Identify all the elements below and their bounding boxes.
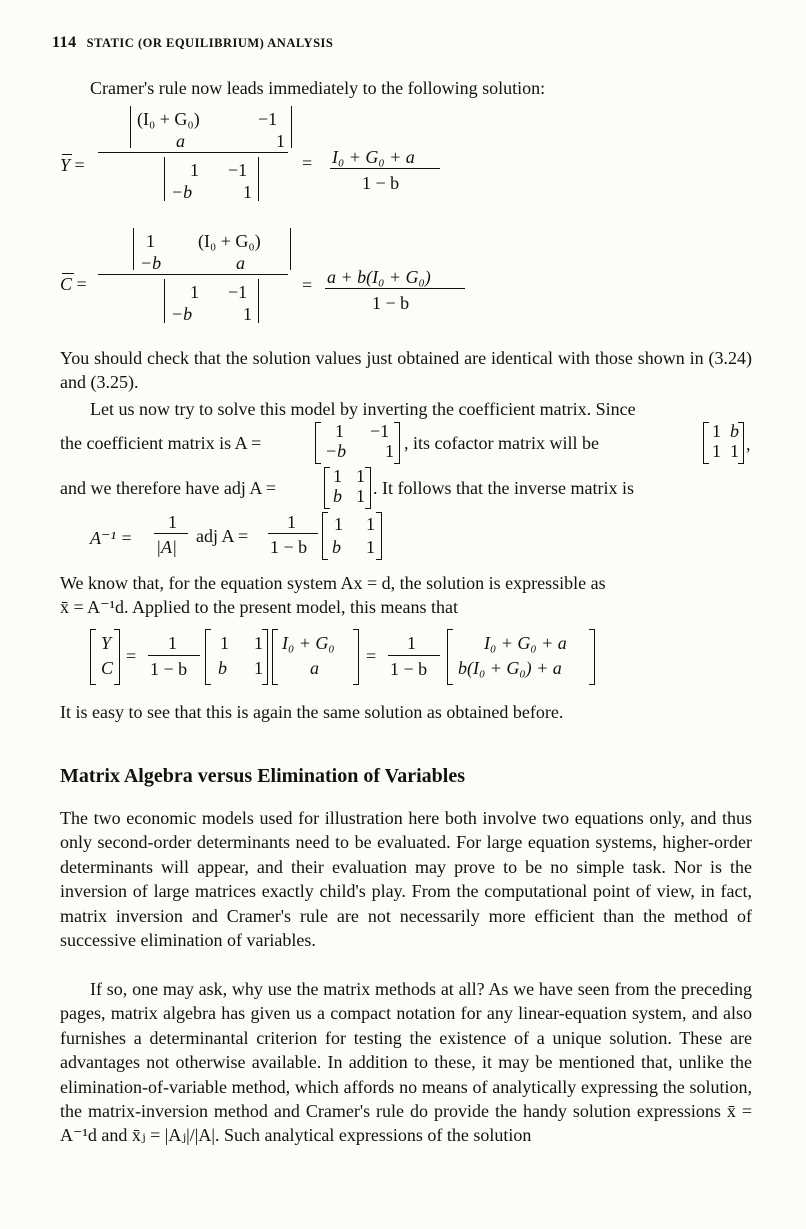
- bracket-right: [738, 422, 744, 464]
- matrix-cell: 1: [333, 466, 342, 486]
- inverse-lhs: A⁻¹ =: [90, 528, 133, 548]
- det-cell: a: [236, 253, 245, 273]
- text-line: We know that, for the equation system Ax = d, the solution is expressible as: [60, 573, 606, 593]
- text-line: x̄ = A⁻¹d. Applied to the present model, this means that: [60, 597, 458, 617]
- text-span: . It follows that the inverse matrix is: [373, 478, 634, 498]
- matrix-cell: 1: [356, 466, 365, 486]
- matrix-cell: 1: [385, 441, 394, 461]
- det-cell: 1: [190, 160, 199, 180]
- fraction-numerator: 1: [407, 633, 416, 653]
- text-line: It is easy to see that this is again the same solution as obtained before.: [60, 702, 564, 722]
- bracket-left: [205, 629, 211, 685]
- det-cell: 1: [190, 282, 199, 302]
- paragraph: If so, one may ask, why use the matrix methods at all? As we have seen from the preceding pages, matrix algebra has given us a compact notation for any linear-equation system, and also furnishes a determinantal criterion for testing the existence of a unique solution. These are advantages not otherwise available. In addition to these, it may be mentioned that, unlike the elimination-of-variable method, which affords no means of analytically expressing the solution, the matrix-inversion method and Cramer's rule do provide the handy solution expressions x̄ = A⁻¹d and x̄ⱼ = |Aⱼ|/|A|. Such analytical expressions of the solution: [60, 979, 752, 1146]
- matrix-cell: b: [332, 537, 341, 557]
- intro-line: Cramer's rule now leads immediately to the following solution:: [90, 78, 546, 98]
- vector-cell: a: [310, 658, 319, 678]
- bracket-right: [365, 467, 371, 509]
- text-span: and we therefore have adj A =: [60, 478, 277, 498]
- bracket-left: [447, 629, 453, 685]
- fraction-rule: [325, 288, 465, 289]
- det-bar: [164, 157, 165, 201]
- det-cell: −b: [171, 304, 193, 324]
- matrix-cell: 1: [334, 514, 343, 534]
- bracket-left: [90, 629, 96, 685]
- result-denominator: 1 − b: [362, 173, 400, 193]
- result-denominator: 1 − b: [372, 293, 410, 313]
- det-bar: [133, 228, 134, 270]
- bracket-right: [589, 629, 595, 685]
- matrix-cell: 1: [254, 658, 263, 678]
- fraction-rule: [330, 168, 440, 169]
- matrix-cell: 1: [366, 514, 375, 534]
- textbook-page: 114 STATIC (OR EQUILIBRIUM) ANALYSIS Cramer's rule now leads immediately to the following solution: Y = (I₀ + G₀) −1 a 1 1 −1 −b 1 = I₀ + G₀ + a 1 − b C = 1 (I₀ + G₀) −b a 1 −1 −b 1 = a + b(I₀ + G₀) 1 − b You should check that the solution values just obtained are identical with those shown in (3.24) and (3.25). Let us now try to solve this model by inverting the coefficient matrix. Since the coefficient matrix is A = 1 −1 −b 1 , its cofactor matrix will be 1 b 1 1 , and we therefore have adj A = 1 1 b 1 . It follows that the inverse matrix is A⁻¹ = 1 |A| adj A = 1 1 − b 1 1 b 1 We know that, for the equation system Ax = d, the solution is expressible as x̄ = A⁻¹d. Applied to the present model, this means that Y C = 1 1 − b 1 1 b 1 I₀ + G₀ a = 1 1 − b I₀ + G₀ + a b(I₀ + G₀) + a It is easy to see that this is again the same solution as obtained before. Matrix Algebra versus Elimination of Variables The two economic models used for illustration here both involve two equations only, and thus only second-order determinants need to be evaluated. For large equation systems, higher-order determinants will appear, and their evaluation may prove to be no simple task. Nor is the inversion of large matrices exactly child's play. From the computational point of view, in fact, matrix inversion and Cramer's rule are not necessarily more efficient than the method of successive elimination of variables. If so, one may ask, why use the matrix methods at all? As we have seen from the preceding pages, matrix algebra has given us a compact notation for any linear-equation system, and also furnishes a determinantal criterion for testing the existence of a unique solution. These are advantages not otherwise available. In addition to these, it may be mentioned that, unlike the elimination-of-variable method, which affords no means of analytically expressing the solution, the matrix-inversion method and Cramer's rule do provide the handy solution expressions x̄ = A⁻¹d and x̄ⱼ = |Aⱼ|/|A|. Such analytical expressions of the solution: [0, 0, 806, 1229]
- running-header: [52, 34, 333, 52]
- det-cell: a: [176, 131, 185, 151]
- matrix-cell: b: [218, 658, 227, 678]
- det-bar: [291, 106, 292, 148]
- bracket-right: [376, 512, 382, 560]
- fraction-numerator: 1: [168, 512, 177, 532]
- bracket-left: [272, 629, 278, 685]
- matrix-cell: −b: [325, 441, 347, 461]
- text-line: Let us now try to solve this model by inverting the coefficient matrix. Since: [90, 399, 636, 419]
- overbar: [62, 154, 72, 155]
- det-cell: −1: [228, 160, 248, 180]
- bracket-left: [324, 467, 330, 509]
- section-heading: Matrix Algebra versus Elimination of Variables: [60, 765, 465, 787]
- det-bar: [164, 279, 165, 323]
- fraction-numerator: 1: [287, 512, 296, 532]
- fraction-denominator: 1 − b: [270, 537, 308, 557]
- paragraph: You should check that the solution values just obtained are identical with those shown in (3.24) and (3.25).: [60, 348, 752, 393]
- result-numerator: a + b(I₀ + G₀): [327, 267, 431, 287]
- fraction-rule: [388, 655, 440, 656]
- bracket-left: [315, 422, 321, 464]
- paragraph: The two economic models used for illustration here both involve two equations only, and thus only second-order determinants need to be evaluated. For large equation systems, higher-order determinants will appear, and their evaluation may prove to be no simple task. Nor is the inversion of large matrices exactly child's play. From the computational point of view, in fact, matrix inversion and Cramer's rule are not necessarily more efficient than the method of successive elimination of variables.: [60, 808, 752, 951]
- matrix-cell: 1: [712, 421, 721, 441]
- det-bar: [130, 106, 131, 148]
- matrix-cell: −1: [370, 421, 390, 441]
- det-cell: −1: [228, 282, 248, 302]
- bracket-right: [262, 629, 268, 685]
- vector-cell: I₀ + G₀ + a: [484, 633, 567, 653]
- bracket-left: [322, 512, 328, 560]
- running-title: STATIC (OR EQUILIBRIUM) ANALYSIS: [86, 36, 334, 50]
- det-cell: 1: [243, 304, 252, 324]
- matrix-cell: 1: [712, 441, 721, 461]
- matrix-cell: 1: [356, 486, 365, 506]
- bracket-right: [114, 629, 120, 685]
- result-numerator: I₀ + G₀ + a: [332, 147, 415, 167]
- det-cell: 1: [146, 231, 155, 251]
- vector-cell: b(I₀ + G₀) + a: [458, 658, 562, 678]
- fraction-rule: [154, 533, 188, 534]
- fraction-rule: [98, 152, 288, 153]
- det-bar: [258, 279, 259, 323]
- overbar: [62, 273, 74, 274]
- fraction-rule: [98, 274, 288, 275]
- adj-label: adj A =: [196, 526, 249, 546]
- det-bar: [290, 228, 291, 270]
- bracket-right: [394, 422, 400, 464]
- bracket-right: [353, 629, 359, 685]
- matrix-cell: 1: [335, 421, 344, 441]
- det-cell: (I₀ + G₀): [198, 231, 261, 251]
- det-cell: 1: [243, 182, 252, 202]
- fraction-denominator: |A|: [156, 537, 177, 557]
- C-bar-symbol: C: [60, 274, 73, 294]
- fraction-rule: [268, 533, 318, 534]
- page-number: 114: [52, 34, 77, 51]
- vector-cell: C: [101, 658, 114, 678]
- text-line: [60, 431, 261, 455]
- matrix-cell: 1: [254, 633, 263, 653]
- det-cell: −1: [258, 109, 278, 129]
- text-span: , its cofactor matrix will be: [404, 433, 599, 453]
- det-cell: −b: [171, 182, 193, 202]
- det-cell: −b: [140, 253, 162, 273]
- text-span: the coefficient matrix is A =: [60, 433, 262, 453]
- Y-bar-symbol: Y: [60, 155, 71, 175]
- vector-cell: Y: [101, 633, 112, 653]
- matrix-cell: 1: [730, 441, 739, 461]
- fraction-denominator: 1 − b: [390, 659, 428, 679]
- det-cell: (I₀ + G₀): [137, 109, 200, 129]
- matrix-cell: 1: [366, 537, 375, 557]
- text-line: [60, 476, 276, 500]
- matrix-cell: 1: [220, 633, 229, 653]
- fraction-denominator: 1 − b: [150, 659, 188, 679]
- det-bar: [258, 157, 259, 201]
- bracket-left: [703, 422, 709, 464]
- matrix-cell: b: [333, 486, 342, 506]
- fraction-numerator: 1: [168, 633, 177, 653]
- vector-cell: I₀ + G₀: [282, 633, 335, 653]
- det-cell: 1: [276, 131, 285, 151]
- matrix-cell: b: [730, 421, 739, 441]
- fraction-rule: [148, 655, 200, 656]
